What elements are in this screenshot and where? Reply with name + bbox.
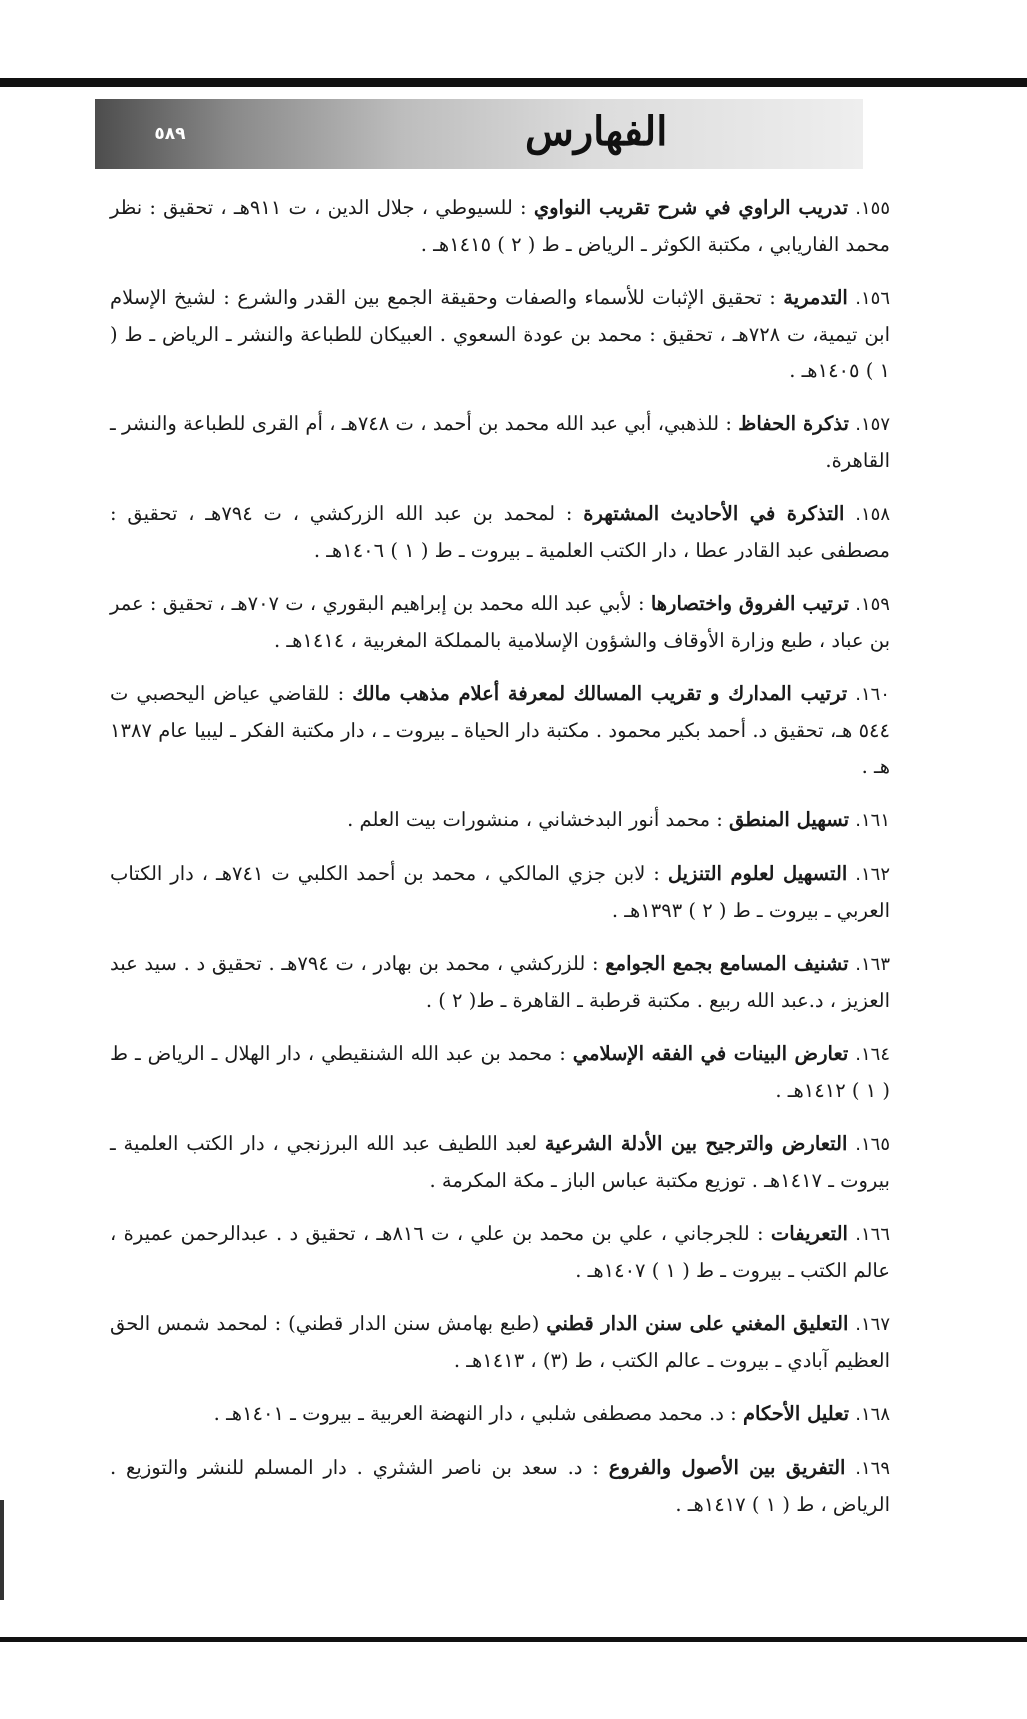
entry-details: : للزركشي ، محمد بن بهادر ، ت ٧٩٤هـ . تحقيق د . سيد عبد العزيز ، د.عبد الله ربيع . مكتبة قرطبة ـ القاهرة ـ ط( ٢ ) . <box>110 952 890 1012</box>
page-number: ٥٨٩ <box>154 124 186 144</box>
entry-number: ١٥٨. <box>855 504 891 525</box>
entry-number: ١٥٥. <box>855 198 890 219</box>
bibliography-entry <box>110 946 890 1019</box>
entry-title: تذكرة الحفاظ <box>738 412 849 435</box>
bibliography-entry <box>110 280 890 389</box>
bibliography-entry <box>110 1036 890 1109</box>
entry-title: التعريفات <box>770 1222 848 1245</box>
entry-title: تعارض البينات في الفقه الإسلامي <box>572 1042 849 1065</box>
bibliography-entry <box>110 586 890 659</box>
entry-details: : لمحمد بن عبد الله الزركشي ، ت ٧٩٤هـ ، تحقيق : مصطفى عبد القادر عطا ، دار الكتب العلمية ـ بيروت ـ ط ( ١ ) ١٤٠٦هـ . <box>110 502 890 562</box>
entry-number: ١٥٦. <box>855 288 890 309</box>
entry-title: ترتيب المدارك و تقريب المسالك لمعرفة أعلام مذهب مالك <box>352 682 848 705</box>
bibliography-entry <box>110 856 890 929</box>
entry-number: ١٦٩. <box>855 1458 891 1479</box>
entry-number: ١٦٢. <box>855 864 890 885</box>
entry-number: ١٦٥. <box>855 1134 890 1155</box>
entry-details: : للذهبي، أبي عبد الله محمد بن أحمد ، ت ٧٤٨هـ ، أم القرى للطباعة والنشر ـ القاهرة. <box>110 412 890 472</box>
entry-number: ١٦٧. <box>855 1314 891 1335</box>
bibliography-entry <box>110 190 890 263</box>
entry-details: : تحقيق الإثبات للأسماء والصفات وحقيقة الجمع بين القدر والشرع : لشيخ الإسلام ابن تيمية، ت ٧٢٨هـ ، تحقيق : محمد بن عودة السعوي . العبيكان للطباعة والنشر ـ الرياض ـ ط ( ١ ) ١٤٠٥هـ . <box>110 286 891 382</box>
entry-details: : د. سعد بن ناصر الشثري . دار المسلم للنشر والتوزيع . الرياض ، ط ( ١ ) ١٤١٧هـ . <box>110 1456 890 1516</box>
entry-number: ١٦٣. <box>855 954 890 975</box>
entry-details: : محمد أنور البدخشاني ، منشورات بيت العلم . <box>347 808 723 831</box>
bibliography-entry <box>110 1450 890 1523</box>
entry-number: ١٦٨. <box>855 1404 890 1425</box>
entry-title: تدريب الراوي في شرح تقريب النواوي <box>533 196 849 219</box>
header-title: الفهارس <box>525 108 668 155</box>
entry-number: ١٥٩. <box>855 594 890 615</box>
bibliography-entry <box>110 802 890 839</box>
bibliography-entry <box>110 1306 890 1379</box>
bibliography-entry <box>110 1396 890 1433</box>
entry-title: تسهيل المنطق <box>729 808 850 831</box>
entry-details: : للسيوطي ، جلال الدين ، ت ٩١١هـ ، تحقيق : نظر محمد الفاريابي ، مكتبة الكوثر ـ الرياض ـ ط ( ٢ ) ١٤١٥هـ . <box>110 196 890 256</box>
entry-title: تعليل الأحكام <box>742 1402 850 1425</box>
entry-title: التعليق المغني على سنن الدار قطني <box>546 1312 849 1335</box>
bibliography-entry <box>110 496 890 569</box>
entry-title: التسهيل لعلوم التنزيل <box>667 862 848 885</box>
entry-number: ١٦٦. <box>855 1224 890 1245</box>
entry-details: لعبد اللطيف عبد الله البرزنجي ، دار الكتب العلمية ـ بيروت ـ ١٤١٧هـ . توزيع مكتبة عباس الباز ـ مكة المكرمة . <box>110 1132 890 1192</box>
entry-title: التعارض والترجيح بين الأدلة الشرعية <box>544 1132 848 1155</box>
bibliography-entry <box>110 676 890 785</box>
entry-title: التذكرة في الأحاديث المشتهرة <box>583 502 845 525</box>
entry-number: ١٦٠. <box>855 684 890 705</box>
bibliography-entry <box>110 1126 890 1199</box>
entry-title: تشنيف المسامع بجمع الجوامع <box>605 952 849 975</box>
entry-details: : محمد بن عبد الله الشنقيطي ، دار الهلال ـ الرياض ـ ط ( ١ ) ١٤١٢هـ . <box>110 1042 890 1102</box>
entry-details: : د. محمد مصطفى شلبي ، دار النهضة العربية ـ بيروت ـ ١٤٠١هـ . <box>213 1402 737 1425</box>
entry-title: ترتيب الفروق واختصارها <box>650 592 849 615</box>
bottom-rule <box>0 1637 1027 1642</box>
bibliography-entry <box>110 406 890 479</box>
entry-details: : للجرجاني ، علي بن محمد بن علي ، ت ٨١٦هـ ، تحقيق د . عبدالرحمن عميرة ، عالم الكتب ـ بيروت ـ ط ( ١ ) ١٤٠٧هـ . <box>110 1222 890 1282</box>
page-header <box>95 99 863 169</box>
entry-title: التفريق بين الأصول والفروع <box>608 1456 846 1479</box>
entry-title: التدمرية <box>783 286 848 309</box>
entry-number: ١٦١. <box>855 810 890 831</box>
entry-number: ١٦٤. <box>855 1044 891 1065</box>
entry-details: : لابن جزي المالكي ، محمد بن أحمد الكلبي ت ٧٤١هـ ، دار الكتاب العربي ـ بيروت ـ ط ( ٢ ) ١٣٩٣هـ . <box>110 862 890 922</box>
bibliography-list <box>110 190 890 1540</box>
bibliography-entry <box>110 1216 890 1289</box>
entry-details: (طبع بهامش سنن الدار قطني) : لمحمد شمس الحق العظيم آبادي ـ بيروت ـ عالم الكتب ، ط (٣) ، ١٤١٣هـ . <box>110 1312 890 1372</box>
entry-details: : للقاضي عياض اليحصبي ت ٥٤٤ هـ، تحقيق د. أحمد بكير محمود . مكتبة دار الحياة ـ بيروت ـ ، دار مكتبة الفكر ـ ليبيا عام ١٣٨٧ هـ . <box>110 682 890 778</box>
entry-details: : لأبي عبد الله محمد بن إبراهيم البقوري ، ت ٧٠٧هـ ، تحقيق : عمر بن عباد ، طبع وزارة الأوقاف والشؤون الإسلامية بالمملكة المغربية ، ١٤١٤هـ . <box>110 592 890 652</box>
scan-edge-mark <box>0 1500 4 1600</box>
top-rule <box>0 78 1027 87</box>
entry-number: ١٥٧. <box>855 414 890 435</box>
